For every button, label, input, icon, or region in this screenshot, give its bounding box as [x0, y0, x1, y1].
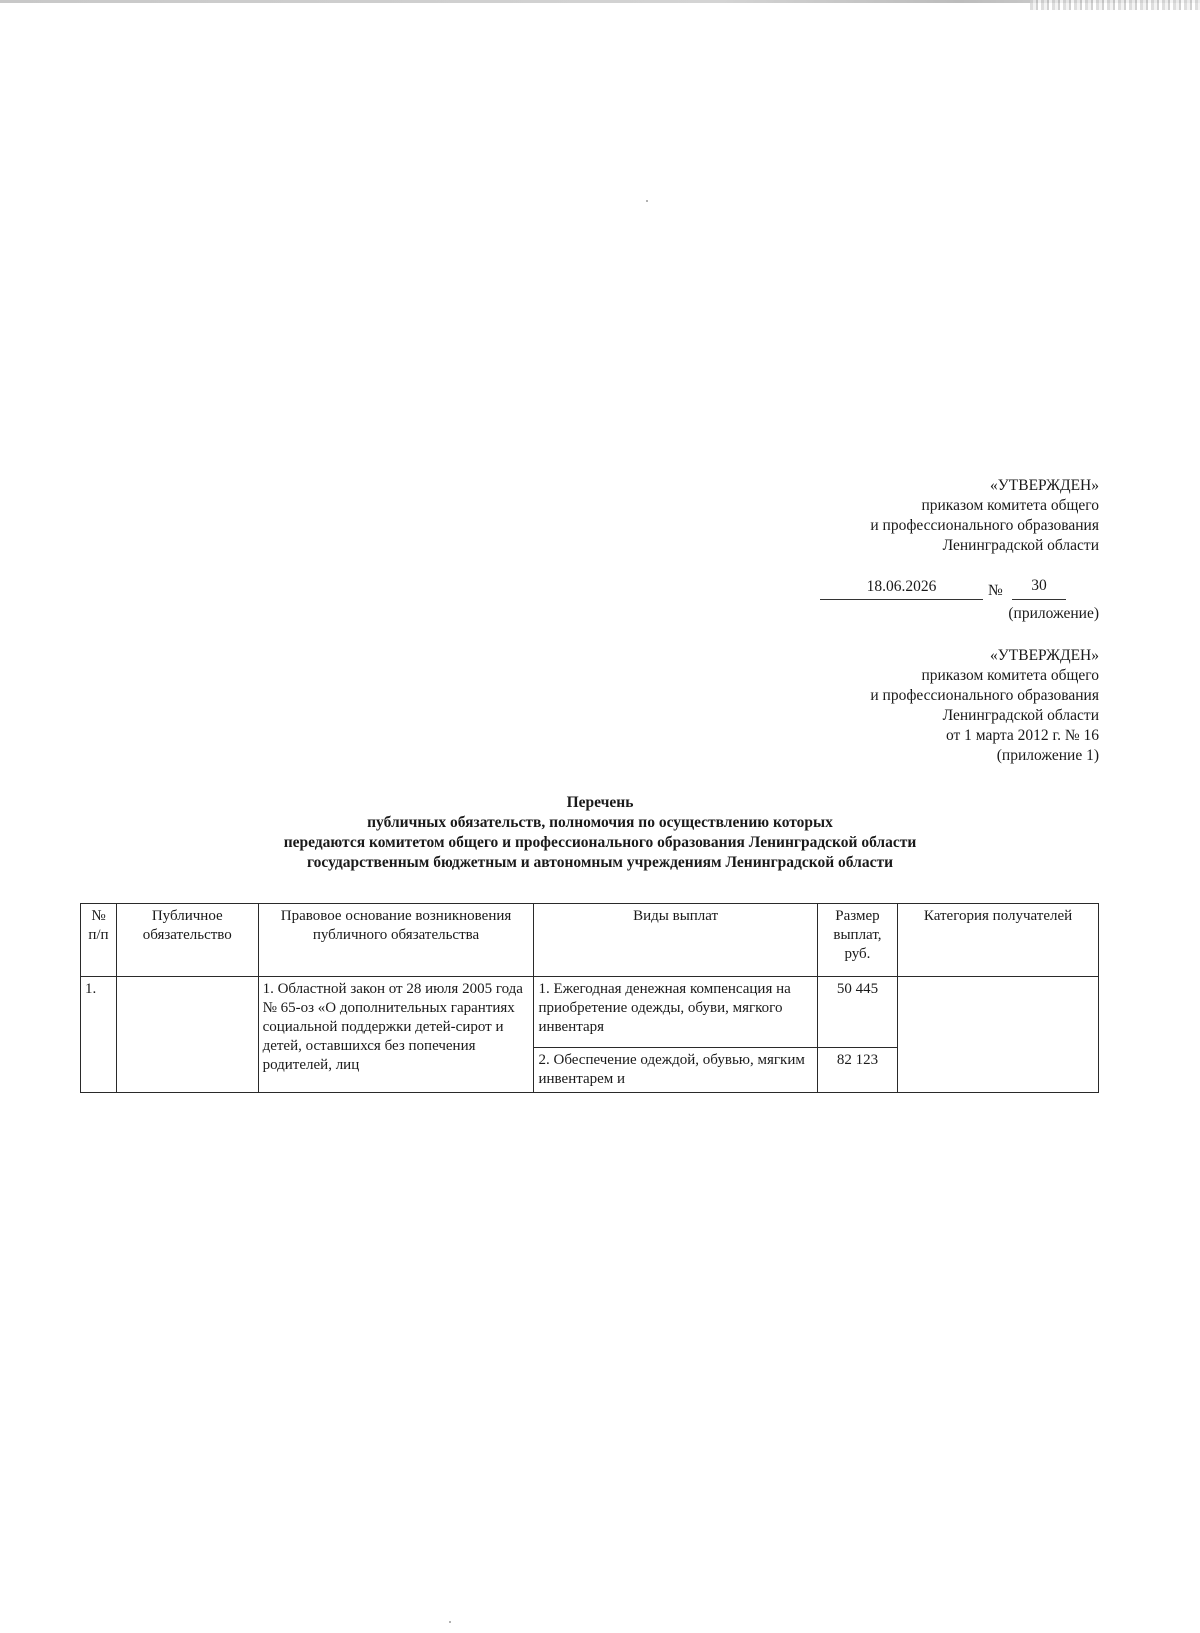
title-line: публичных обязательств, полномочия по осуществлению которых — [367, 814, 833, 831]
scan-noise-corner — [1030, 0, 1200, 10]
approval-stamp-original — [870, 646, 1099, 766]
header-payment-type: Виды выплат — [534, 904, 817, 977]
scan-edge-top — [0, 0, 1200, 3]
approval-line: Ленинградской области — [942, 707, 1099, 724]
order-number-field — [1012, 577, 1066, 600]
approval-stamp-current — [870, 476, 1099, 556]
header-basis: Правовое основание возникновения публичного обязательства — [258, 904, 534, 977]
approval-line: от 1 марта 2012 г. № 16 — [945, 727, 1099, 744]
approval-line: и профессионального образования — [870, 687, 1099, 704]
approval-line: приказом комитета общего — [921, 497, 1099, 514]
cell-legal-basis: 1. Областной закон от 28 июля 2005 года № 65-оз «О дополнительных гарантиях социальной поддержки детей-сирот и детей, оставшихся без попечения родителей, лиц — [258, 977, 534, 1093]
cell-category — [898, 977, 1099, 1093]
approval-line: приказом комитета общего — [921, 667, 1099, 684]
cell-payment-type: 1. Ежегодная денежная компенсация на приобретение одежды, обуви, мягкого инвентаря — [534, 977, 817, 1048]
table-row — [81, 977, 1099, 1048]
approval-heading: «УТВЕРЖДЕН» — [990, 477, 1099, 494]
order-date-field — [820, 577, 983, 600]
obligations-table — [80, 903, 1099, 1093]
document-title — [100, 793, 1100, 873]
number-sign: № — [988, 582, 1003, 599]
header-category: Категория получателей — [898, 904, 1099, 977]
cell-payment-type: 2. Обеспечение одеждой, обувью, мягким инвентарем и — [534, 1048, 817, 1093]
cell-row-number: 1. — [81, 977, 117, 1093]
title-line: Перечень — [566, 794, 634, 811]
order-number: 30 — [1031, 577, 1047, 594]
header-num: № п/п — [81, 904, 117, 977]
attachment-note: (приложение) — [1008, 605, 1099, 622]
header-obligation: Публичное обязательство — [116, 904, 258, 977]
scan-speck — [646, 200, 648, 202]
approval-heading: «УТВЕРЖДЕН» — [990, 647, 1099, 664]
title-line: государственным бюджетным и автономным учреждениям Ленинградской области — [307, 854, 893, 871]
title-line: передаются комитетом общего и профессионального образования Ленинградской области — [283, 834, 917, 851]
scan-speck — [449, 1621, 451, 1623]
cell-obligation — [116, 977, 258, 1093]
approval-line: и профессионального образования — [870, 517, 1099, 534]
cell-payment-amount: 50 445 — [817, 977, 897, 1048]
approval-line: (приложение 1) — [996, 747, 1099, 764]
order-date: 18.06.2026 — [866, 578, 937, 595]
cell-payment-amount: 82 123 — [817, 1048, 897, 1093]
order-date-number — [820, 577, 1070, 601]
table-header-row — [81, 904, 1099, 977]
header-amount: Размер выплат, руб. — [817, 904, 897, 977]
approval-line: Ленинградской области — [942, 537, 1099, 554]
